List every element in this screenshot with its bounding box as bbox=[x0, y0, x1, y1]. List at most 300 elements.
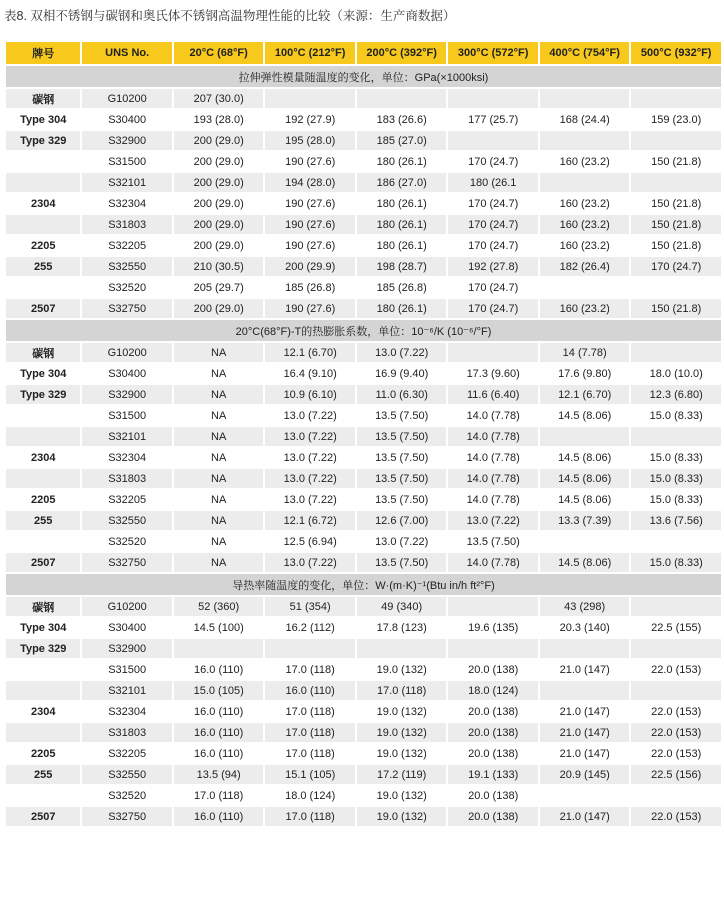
value-cell: 22.0 (153) bbox=[631, 660, 721, 679]
value-cell bbox=[265, 639, 355, 658]
value-cell bbox=[540, 89, 630, 108]
value-cell: NA bbox=[174, 406, 264, 425]
value-cell: 12.1 (6.72) bbox=[265, 511, 355, 530]
grade-cell: 255 bbox=[6, 511, 80, 530]
value-cell: 205 (29.7) bbox=[174, 278, 264, 297]
value-cell: 150 (21.8) bbox=[631, 215, 721, 234]
uns-cell: S32750 bbox=[82, 299, 172, 318]
value-cell bbox=[631, 639, 721, 658]
uns-cell: G10200 bbox=[82, 597, 172, 616]
value-cell: 150 (21.8) bbox=[631, 236, 721, 255]
value-cell: 16.0 (110) bbox=[265, 681, 355, 700]
value-cell: 13.0 (7.22) bbox=[265, 553, 355, 572]
table-body bbox=[6, 66, 721, 826]
header-cell-20c: 20°C (68°F) bbox=[174, 42, 264, 64]
value-cell: 17.0 (118) bbox=[265, 702, 355, 721]
value-cell: 200 (29.0) bbox=[174, 131, 264, 150]
value-cell bbox=[540, 786, 630, 805]
table-row bbox=[6, 660, 721, 679]
table-row bbox=[6, 702, 721, 721]
value-cell: 20.0 (138) bbox=[448, 807, 538, 826]
value-cell: 19.0 (132) bbox=[357, 723, 447, 742]
value-cell: 13.5 (7.50) bbox=[357, 553, 447, 572]
value-cell: 170 (24.7) bbox=[631, 257, 721, 276]
value-cell: NA bbox=[174, 448, 264, 467]
value-cell bbox=[265, 89, 355, 108]
grade-cell bbox=[6, 532, 80, 551]
value-cell: 22.0 (153) bbox=[631, 702, 721, 721]
table-row bbox=[6, 299, 721, 318]
uns-cell: S31803 bbox=[82, 469, 172, 488]
value-cell bbox=[631, 681, 721, 700]
value-cell: 13.3 (7.39) bbox=[540, 511, 630, 530]
value-cell: 14.0 (7.78) bbox=[448, 490, 538, 509]
value-cell bbox=[448, 639, 538, 658]
value-cell: 180 (26.1) bbox=[357, 194, 447, 213]
value-cell: 15.0 (8.33) bbox=[631, 406, 721, 425]
value-cell: 180 (26.1 bbox=[448, 173, 538, 192]
section-expansion-header bbox=[6, 320, 721, 341]
value-cell: 22.0 (153) bbox=[631, 744, 721, 763]
value-cell: 170 (24.7) bbox=[448, 236, 538, 255]
table-row bbox=[6, 257, 721, 276]
value-cell bbox=[631, 597, 721, 616]
uns-cell: G10200 bbox=[82, 89, 172, 108]
table-row bbox=[6, 110, 721, 129]
value-cell: 180 (26.1) bbox=[357, 236, 447, 255]
value-cell: 14.0 (7.78) bbox=[448, 406, 538, 425]
value-cell: 11.6 (6.40) bbox=[448, 385, 538, 404]
grade-cell: Type 329 bbox=[6, 639, 80, 658]
value-cell: 16.0 (110) bbox=[174, 723, 264, 742]
value-cell: 183 (26.6) bbox=[357, 110, 447, 129]
value-cell bbox=[540, 532, 630, 551]
value-cell: 14.5 (8.06) bbox=[540, 448, 630, 467]
table-row bbox=[6, 152, 721, 171]
value-cell bbox=[631, 89, 721, 108]
value-cell: 19.6 (135) bbox=[448, 618, 538, 637]
grade-cell: 2507 bbox=[6, 299, 80, 318]
grade-cell: Type 329 bbox=[6, 385, 80, 404]
uns-cell: S32900 bbox=[82, 385, 172, 404]
grade-cell: 2205 bbox=[6, 744, 80, 763]
value-cell: 17.0 (118) bbox=[265, 807, 355, 826]
header-cell-200c: 200°C (392°F) bbox=[357, 42, 447, 64]
value-cell: 20.0 (138) bbox=[448, 744, 538, 763]
grade-cell: Type 304 bbox=[6, 110, 80, 129]
grade-cell bbox=[6, 406, 80, 425]
table-row bbox=[6, 343, 721, 362]
value-cell: 17.0 (118) bbox=[174, 786, 264, 805]
uns-cell: S32205 bbox=[82, 744, 172, 763]
uns-cell: S32304 bbox=[82, 448, 172, 467]
value-cell bbox=[357, 639, 447, 658]
value-cell: 51 (354) bbox=[265, 597, 355, 616]
grade-cell: 2507 bbox=[6, 807, 80, 826]
grade-cell bbox=[6, 681, 80, 700]
value-cell: 200 (29.0) bbox=[174, 215, 264, 234]
value-cell: 17.6 (9.80) bbox=[540, 364, 630, 383]
grade-cell bbox=[6, 723, 80, 742]
uns-cell: S30400 bbox=[82, 110, 172, 129]
grade-cell bbox=[6, 215, 80, 234]
value-cell bbox=[631, 786, 721, 805]
value-cell: 17.8 (123) bbox=[357, 618, 447, 637]
value-cell: 14.0 (7.78) bbox=[448, 553, 538, 572]
value-cell: 16.0 (110) bbox=[174, 744, 264, 763]
grade-cell bbox=[6, 786, 80, 805]
value-cell bbox=[540, 278, 630, 297]
section-title: 20°C(68°F)-T的热膨胀系数，单位：10⁻⁶/K (10⁻⁶/°F) bbox=[6, 320, 721, 341]
section-title: 导热率随温度的变化，单位：W·(m·K)⁻¹(Btu in/h ft²°F) bbox=[6, 574, 721, 595]
value-cell: NA bbox=[174, 427, 264, 446]
table-row bbox=[6, 406, 721, 425]
value-cell: NA bbox=[174, 469, 264, 488]
uns-cell: S32304 bbox=[82, 702, 172, 721]
uns-cell: S32205 bbox=[82, 490, 172, 509]
value-cell: 13.5 (94) bbox=[174, 765, 264, 784]
value-cell: 13.0 (7.22) bbox=[357, 343, 447, 362]
value-cell: 13.0 (7.22) bbox=[265, 427, 355, 446]
value-cell: 13.0 (7.22) bbox=[265, 490, 355, 509]
value-cell: 170 (24.7) bbox=[448, 215, 538, 234]
value-cell: 21.0 (147) bbox=[540, 744, 630, 763]
value-cell: 182 (26.4) bbox=[540, 257, 630, 276]
value-cell: 160 (23.2) bbox=[540, 194, 630, 213]
section-conductivity-header bbox=[6, 574, 721, 595]
value-cell: 200 (29.0) bbox=[174, 236, 264, 255]
uns-cell: S31803 bbox=[82, 215, 172, 234]
table-row bbox=[6, 807, 721, 826]
value-cell bbox=[631, 278, 721, 297]
uns-cell: S32520 bbox=[82, 532, 172, 551]
value-cell bbox=[448, 131, 538, 150]
header-cell-400c: 400°C (754°F) bbox=[540, 42, 630, 64]
value-cell bbox=[540, 639, 630, 658]
table-row bbox=[6, 765, 721, 784]
value-cell: 16.0 (110) bbox=[174, 702, 264, 721]
value-cell: 190 (27.6) bbox=[265, 236, 355, 255]
grade-cell: Type 304 bbox=[6, 364, 80, 383]
value-cell: 15.0 (105) bbox=[174, 681, 264, 700]
table-row bbox=[6, 532, 721, 551]
value-cell bbox=[631, 131, 721, 150]
grade-cell bbox=[6, 278, 80, 297]
value-cell: 19.0 (132) bbox=[357, 702, 447, 721]
value-cell: 13.5 (7.50) bbox=[357, 490, 447, 509]
value-cell bbox=[631, 427, 721, 446]
uns-cell: S32520 bbox=[82, 278, 172, 297]
table-caption: 表8. 双相不锈钢与碳钢和奥氏体不锈钢高温物理性能的比较（来源：生产商数据） bbox=[4, 9, 456, 23]
value-cell: 194 (28.0) bbox=[265, 173, 355, 192]
value-cell: NA bbox=[174, 490, 264, 509]
grade-cell: Type 329 bbox=[6, 131, 80, 150]
value-cell: 20.0 (138) bbox=[448, 723, 538, 742]
value-cell: 159 (23.0) bbox=[631, 110, 721, 129]
value-cell: 13.0 (7.22) bbox=[265, 448, 355, 467]
value-cell bbox=[174, 639, 264, 658]
uns-cell: S32750 bbox=[82, 807, 172, 826]
value-cell bbox=[448, 597, 538, 616]
value-cell: 13.0 (7.22) bbox=[448, 511, 538, 530]
value-cell: 20.9 (145) bbox=[540, 765, 630, 784]
table-row bbox=[6, 236, 721, 255]
value-cell: 200 (29.0) bbox=[174, 299, 264, 318]
grade-cell bbox=[6, 427, 80, 446]
value-cell: 52 (360) bbox=[174, 597, 264, 616]
value-cell bbox=[631, 173, 721, 192]
value-cell: NA bbox=[174, 511, 264, 530]
value-cell: 177 (25.7) bbox=[448, 110, 538, 129]
value-cell: 17.2 (119) bbox=[357, 765, 447, 784]
value-cell bbox=[540, 131, 630, 150]
value-cell: 160 (23.2) bbox=[540, 299, 630, 318]
value-cell: 43 (298) bbox=[540, 597, 630, 616]
value-cell: 150 (21.8) bbox=[631, 152, 721, 171]
table-row bbox=[6, 553, 721, 572]
uns-cell: S32205 bbox=[82, 236, 172, 255]
value-cell: 20.0 (138) bbox=[448, 660, 538, 679]
uns-cell: S32101 bbox=[82, 173, 172, 192]
value-cell: 13.5 (7.50) bbox=[357, 448, 447, 467]
grade-cell: 255 bbox=[6, 765, 80, 784]
uns-cell: S32520 bbox=[82, 786, 172, 805]
value-cell: 13.0 (7.22) bbox=[357, 532, 447, 551]
grade-cell: 255 bbox=[6, 257, 80, 276]
grade-cell bbox=[6, 469, 80, 488]
value-cell bbox=[540, 681, 630, 700]
value-cell: 21.0 (147) bbox=[540, 660, 630, 679]
uns-cell: S32900 bbox=[82, 131, 172, 150]
value-cell: 16.0 (110) bbox=[174, 807, 264, 826]
grade-cell: 2507 bbox=[6, 553, 80, 572]
value-cell: 190 (27.6) bbox=[265, 152, 355, 171]
table-row bbox=[6, 786, 721, 805]
value-cell: 192 (27.9) bbox=[265, 110, 355, 129]
value-cell: 13.5 (7.50) bbox=[357, 469, 447, 488]
value-cell: NA bbox=[174, 385, 264, 404]
value-cell bbox=[448, 89, 538, 108]
value-cell: 190 (27.6) bbox=[265, 299, 355, 318]
uns-cell: S32900 bbox=[82, 639, 172, 658]
value-cell: 14.5 (8.06) bbox=[540, 406, 630, 425]
header-cell-300c: 300°C (572°F) bbox=[448, 42, 538, 64]
value-cell: 22.0 (153) bbox=[631, 807, 721, 826]
value-cell: 14.5 (8.06) bbox=[540, 490, 630, 509]
grade-cell: 2205 bbox=[6, 236, 80, 255]
value-cell: 17.3 (9.60) bbox=[448, 364, 538, 383]
value-cell: NA bbox=[174, 364, 264, 383]
value-cell: 13.6 (7.56) bbox=[631, 511, 721, 530]
value-cell: 19.1 (133) bbox=[448, 765, 538, 784]
value-cell: 192 (27.8) bbox=[448, 257, 538, 276]
value-cell: 16.4 (9.10) bbox=[265, 364, 355, 383]
value-cell: 200 (29.0) bbox=[174, 152, 264, 171]
value-cell: 198 (28.7) bbox=[357, 257, 447, 276]
value-cell: 200 (29.9) bbox=[265, 257, 355, 276]
value-cell: 20.3 (140) bbox=[540, 618, 630, 637]
section-modulus-header bbox=[6, 66, 721, 87]
value-cell bbox=[540, 173, 630, 192]
value-cell: 12.1 (6.70) bbox=[540, 385, 630, 404]
grade-cell: 碳钢 bbox=[6, 343, 80, 362]
value-cell: NA bbox=[174, 553, 264, 572]
header-row bbox=[6, 42, 721, 64]
value-cell: 20.0 (138) bbox=[448, 702, 538, 721]
value-cell: 22.5 (155) bbox=[631, 618, 721, 637]
grade-cell bbox=[6, 660, 80, 679]
value-cell bbox=[631, 343, 721, 362]
table-row bbox=[6, 385, 721, 404]
value-cell bbox=[540, 427, 630, 446]
value-cell bbox=[631, 532, 721, 551]
value-cell: 13.0 (7.22) bbox=[265, 406, 355, 425]
value-cell: 16.0 (110) bbox=[174, 660, 264, 679]
value-cell: 170 (24.7) bbox=[448, 299, 538, 318]
value-cell: 21.0 (147) bbox=[540, 807, 630, 826]
value-cell: 17.0 (118) bbox=[265, 723, 355, 742]
value-cell: 16.9 (9.40) bbox=[357, 364, 447, 383]
table-row bbox=[6, 364, 721, 383]
grade-cell bbox=[6, 152, 80, 171]
table-row bbox=[6, 511, 721, 530]
table-row bbox=[6, 194, 721, 213]
uns-cell: S31803 bbox=[82, 723, 172, 742]
uns-cell: S30400 bbox=[82, 364, 172, 383]
value-cell: 190 (27.6) bbox=[265, 215, 355, 234]
value-cell: 195 (28.0) bbox=[265, 131, 355, 150]
value-cell: 185 (27.0) bbox=[357, 131, 447, 150]
value-cell: 49 (340) bbox=[357, 597, 447, 616]
value-cell: 210 (30.5) bbox=[174, 257, 264, 276]
table-row bbox=[6, 215, 721, 234]
value-cell: 15.0 (8.33) bbox=[631, 553, 721, 572]
table-row bbox=[6, 89, 721, 108]
value-cell: 17.0 (118) bbox=[265, 744, 355, 763]
value-cell: 14.0 (7.78) bbox=[448, 448, 538, 467]
value-cell: 10.9 (6.10) bbox=[265, 385, 355, 404]
value-cell bbox=[448, 343, 538, 362]
value-cell: 17.0 (118) bbox=[265, 660, 355, 679]
value-cell: 15.0 (8.33) bbox=[631, 469, 721, 488]
value-cell: 207 (30.0) bbox=[174, 89, 264, 108]
value-cell: 14.5 (100) bbox=[174, 618, 264, 637]
value-cell: 14.5 (8.06) bbox=[540, 553, 630, 572]
table-row bbox=[6, 448, 721, 467]
table-row bbox=[6, 597, 721, 616]
uns-cell: S32550 bbox=[82, 511, 172, 530]
grade-cell bbox=[6, 173, 80, 192]
table-row bbox=[6, 639, 721, 658]
value-cell: 193 (28.0) bbox=[174, 110, 264, 129]
value-cell: 170 (24.7) bbox=[448, 278, 538, 297]
value-cell: 150 (21.8) bbox=[631, 299, 721, 318]
value-cell: 21.0 (147) bbox=[540, 702, 630, 721]
value-cell: 19.0 (132) bbox=[357, 660, 447, 679]
uns-cell: S30400 bbox=[82, 618, 172, 637]
value-cell: 13.5 (7.50) bbox=[357, 406, 447, 425]
value-cell: 14.5 (8.06) bbox=[540, 469, 630, 488]
uns-cell: S32304 bbox=[82, 194, 172, 213]
table-row bbox=[6, 744, 721, 763]
value-cell: 19.0 (132) bbox=[357, 744, 447, 763]
table-row bbox=[6, 618, 721, 637]
header-cell-grade: 牌号 bbox=[6, 42, 80, 64]
value-cell: 12.1 (6.70) bbox=[265, 343, 355, 362]
grade-cell: Type 304 bbox=[6, 618, 80, 637]
uns-cell: G10200 bbox=[82, 343, 172, 362]
grade-cell: 2205 bbox=[6, 490, 80, 509]
value-cell: 186 (27.0) bbox=[357, 173, 447, 192]
table-row bbox=[6, 278, 721, 297]
uns-cell: S31500 bbox=[82, 152, 172, 171]
value-cell: 17.0 (118) bbox=[357, 681, 447, 700]
uns-cell: S32101 bbox=[82, 681, 172, 700]
value-cell: 185 (26.8) bbox=[265, 278, 355, 297]
value-cell: 22.5 (156) bbox=[631, 765, 721, 784]
uns-cell: S32750 bbox=[82, 553, 172, 572]
uns-cell: S31500 bbox=[82, 660, 172, 679]
value-cell: 170 (24.7) bbox=[448, 152, 538, 171]
value-cell: 170 (24.7) bbox=[448, 194, 538, 213]
uns-cell: S31500 bbox=[82, 406, 172, 425]
value-cell: 21.0 (147) bbox=[540, 723, 630, 742]
value-cell: 13.5 (7.50) bbox=[357, 427, 447, 446]
properties-table bbox=[4, 40, 723, 828]
table-row bbox=[6, 427, 721, 446]
value-cell: 180 (26.1) bbox=[357, 299, 447, 318]
value-cell: 200 (29.0) bbox=[174, 173, 264, 192]
value-cell: 14.0 (7.78) bbox=[448, 427, 538, 446]
value-cell bbox=[357, 89, 447, 108]
grade-cell: 碳钢 bbox=[6, 89, 80, 108]
table-row bbox=[6, 681, 721, 700]
header-cell-500c: 500°C (932°F) bbox=[631, 42, 721, 64]
value-cell: 160 (23.2) bbox=[540, 215, 630, 234]
value-cell: 168 (24.4) bbox=[540, 110, 630, 129]
header-cell-uns: UNS No. bbox=[82, 42, 172, 64]
value-cell: 150 (21.8) bbox=[631, 194, 721, 213]
value-cell: 15.0 (8.33) bbox=[631, 490, 721, 509]
value-cell: 11.0 (6.30) bbox=[357, 385, 447, 404]
table-row bbox=[6, 469, 721, 488]
grade-cell: 2304 bbox=[6, 702, 80, 721]
value-cell: 22.0 (153) bbox=[631, 723, 721, 742]
value-cell: 180 (26.1) bbox=[357, 215, 447, 234]
value-cell: 190 (27.6) bbox=[265, 194, 355, 213]
grade-cell: 2304 bbox=[6, 194, 80, 213]
section-title: 拉伸弹性模量随温度的变化，单位：GPa(×1000ksi) bbox=[6, 66, 721, 87]
value-cell: 200 (29.0) bbox=[174, 194, 264, 213]
value-cell: 160 (23.2) bbox=[540, 236, 630, 255]
uns-cell: S32550 bbox=[82, 765, 172, 784]
value-cell: 180 (26.1) bbox=[357, 152, 447, 171]
value-cell: 12.6 (7.00) bbox=[357, 511, 447, 530]
value-cell: 14.0 (7.78) bbox=[448, 469, 538, 488]
value-cell: 12.3 (6.80) bbox=[631, 385, 721, 404]
value-cell: 13.0 (7.22) bbox=[265, 469, 355, 488]
value-cell: 15.0 (8.33) bbox=[631, 448, 721, 467]
table-row bbox=[6, 490, 721, 509]
table-row bbox=[6, 173, 721, 192]
value-cell: 14 (7.78) bbox=[540, 343, 630, 362]
value-cell: 12.5 (6.94) bbox=[265, 532, 355, 551]
value-cell: 19.0 (132) bbox=[357, 786, 447, 805]
value-cell: NA bbox=[174, 343, 264, 362]
value-cell: 13.5 (7.50) bbox=[448, 532, 538, 551]
value-cell: 19.0 (132) bbox=[357, 807, 447, 826]
value-cell: 16.2 (112) bbox=[265, 618, 355, 637]
